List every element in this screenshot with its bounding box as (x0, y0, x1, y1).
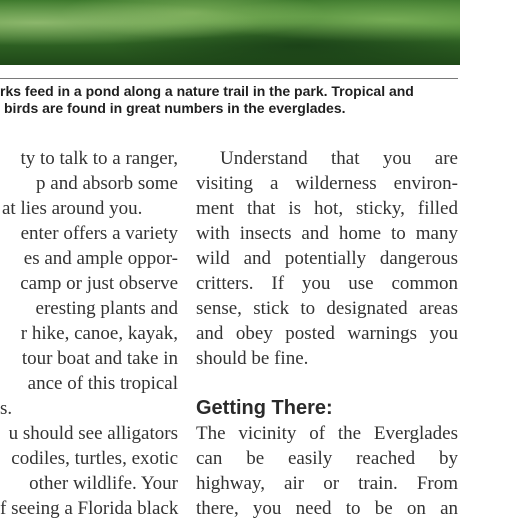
text-line: sense, stick to designated areas (196, 298, 458, 319)
text-line: u should see alligators (8, 423, 178, 444)
text-line: The vicinity of the Everglades (196, 423, 458, 444)
section-heading: Getting There: (196, 397, 333, 419)
text-line: tour boat and take in (21, 348, 178, 369)
text-line: and obey posted warnings you (196, 323, 458, 344)
photo-caption (0, 83, 460, 117)
text-line: critters. If you use common (196, 273, 458, 294)
text-line: camp or just observe (20, 273, 178, 294)
text-line: enter offers a variety (20, 223, 178, 244)
text-line: highway, air or train. From (196, 473, 458, 494)
caption-line: rks feed in a pond along a nature trail in the park. Tropical and (0, 83, 414, 99)
text-line: f seeing a Florida black (0, 498, 179, 519)
right-column-continued (196, 421, 458, 521)
text-line: eresting plants and (35, 298, 178, 319)
right-column (196, 146, 458, 371)
text-line: there, you need to be on an (196, 498, 458, 519)
text-line: ty to talk to a ranger, (20, 148, 178, 169)
text-line: at lies around you. (2, 198, 143, 219)
text-line: r hike, canoe, kayak, (20, 323, 178, 344)
text-line: es and ample oppor- (23, 248, 178, 269)
text-line: other wildlife. Your (29, 473, 178, 494)
text-line: ment that is hot, sticky, filled (196, 198, 458, 219)
text-line: with insects and home to many (196, 223, 458, 244)
left-column (0, 146, 178, 521)
text-line: s. (0, 398, 13, 419)
text-line: Understand that you are (220, 148, 458, 169)
text-line: ance of this tropical (27, 373, 178, 394)
text-line: can be easily reached by (196, 448, 458, 469)
caption-rule (0, 78, 458, 79)
text-line: p and absorb some (36, 173, 178, 194)
pond-photo (0, 0, 460, 65)
caption-line: birds are found in great numbers in the everglades. (4, 100, 346, 116)
text-line: codiles, turtles, exotic (11, 448, 178, 469)
text-line: should be fine. (196, 348, 309, 369)
text-line: visiting a wilderness environ- (196, 173, 458, 194)
text-line: wild and potentially dangerous (196, 248, 458, 269)
